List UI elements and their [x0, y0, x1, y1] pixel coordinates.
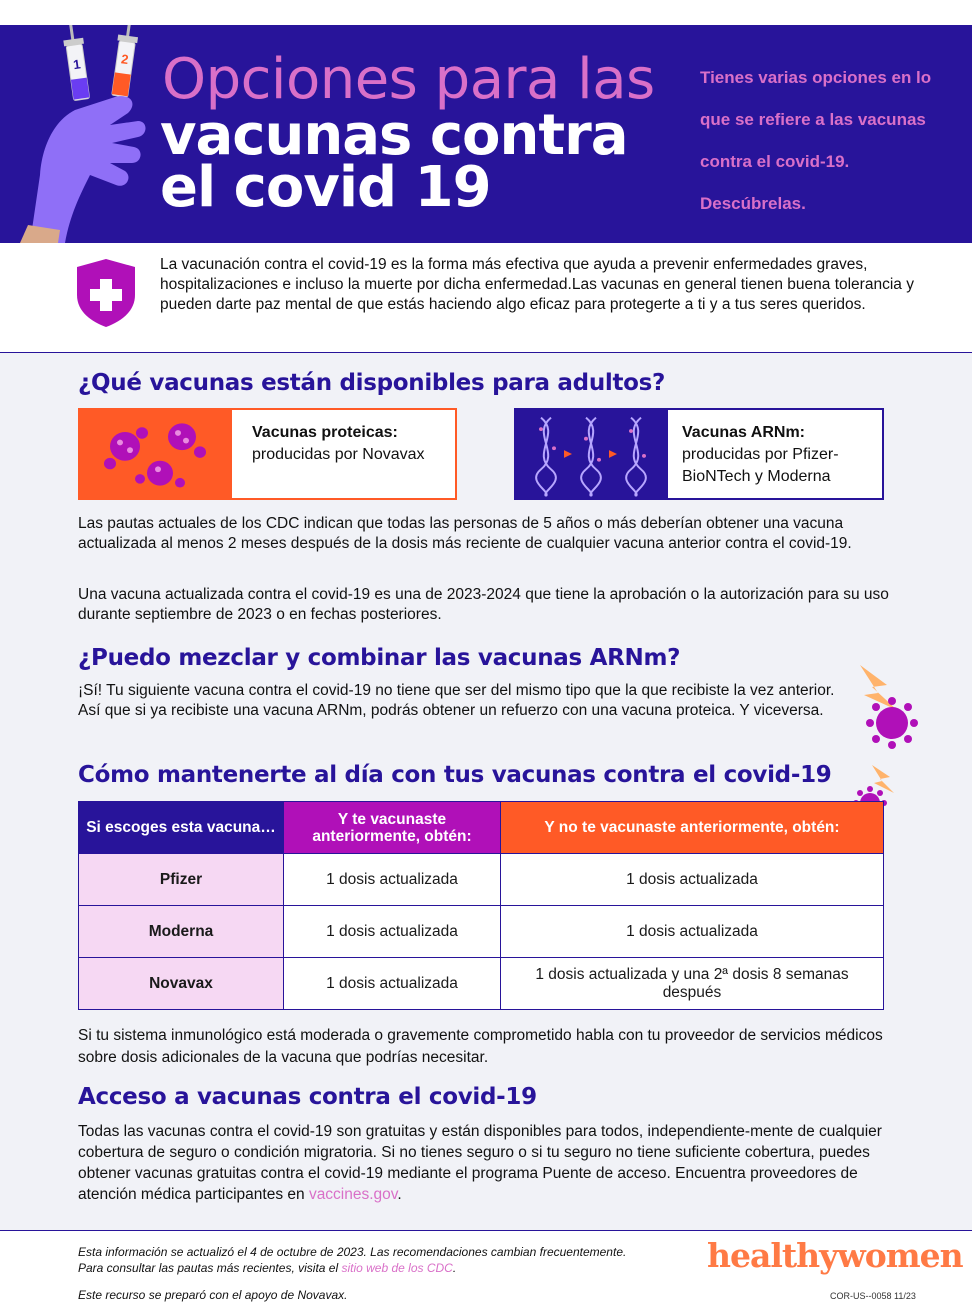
access-end: .	[397, 1186, 402, 1203]
syringe-label-1: 1	[72, 56, 82, 73]
prev-dose-cell: 1 dosis actualizada	[284, 906, 501, 958]
vaccines-gov-link[interactable]: vaccines.gov	[308, 1186, 398, 1203]
vaccine-brand-cell: Moderna	[79, 906, 284, 958]
healthywomen-logo: healthywomen	[707, 1236, 963, 1275]
prev-dose-cell: 1 dosis actualizada	[284, 958, 501, 1010]
column-header-vaccine: Si escoges esta vacuna…	[79, 802, 284, 854]
column-header-not-vaccinated: Y no te vacunaste anteriormente, obtén:	[501, 802, 884, 854]
mrna-vaccine-card	[514, 408, 884, 500]
protein-vaccine-title: Vacunas proteicas:	[252, 424, 398, 441]
vaccine-schedule-table	[78, 801, 884, 1010]
intro-section	[0, 243, 972, 353]
heading-available-vaccines: ¿Qué vacunas están disponibles para adultos?	[78, 370, 666, 396]
mrna-vaccine-title: Vacunas ARNm:	[682, 424, 805, 441]
title-line-1: Opciones para las	[162, 47, 655, 112]
mrna-strand-icon	[516, 410, 668, 498]
none-dose-cell: 1 dosis actualizada	[501, 854, 884, 906]
heading-stay-up-to-date: Cómo mantenerte al día con tus vacunas contra el covid-19	[78, 762, 832, 788]
column-header-previously-vaccinated: Y te vacunaste anteriormente, obtén:	[284, 802, 501, 854]
footer	[0, 1230, 972, 1306]
table-row	[79, 906, 884, 958]
protein-vaccine-desc: producidas por Novavax	[252, 446, 425, 463]
title-line-2: vacunas contra	[160, 103, 628, 168]
protein-vaccine-card	[78, 408, 457, 500]
header-subtitle: Tienes varias opciones en lo que se refiere a las vacunas contra el covid-19. Descúbrelas.	[700, 68, 932, 213]
intro-text: La vacunación contra el covid-19 es la forma más efectiva que ayuda a prevenir enfermedades graves, hospitalizaciones e incluso la muerte por dicha enfermedad.Las vacunas en general tienen buena tolerancia y pueden darte paz mental de que estás haciendo algo eficaz para protegerte a ti y a tus seres queridos.	[160, 256, 914, 313]
prev-dose-cell: 1 dosis actualizada	[284, 854, 501, 906]
heading-access: Acceso a vacunas contra el covid-19	[78, 1084, 537, 1110]
gloved-hand-syringes-icon	[20, 25, 160, 243]
mix-match-text: ¡Sí! Tu siguiente vacuna contra el covid-19 no tiene que ser del mismo tipo que la que recibiste la vez anterior. Así que si ya recibiste una vacuna ARNm, podrás obtener un refuerzo con una vacuna proteica. Y viceversa.	[78, 682, 835, 719]
immunocompromised-text: Si tu sistema inmunológico está moderada o gravemente comprometido habla con tu proveedor de servicios médicos sobre dosis adicionales de la vacuna que podrías necesitar.	[78, 1027, 883, 1066]
none-dose-cell: 1 dosis actualizada y una 2ª dosis 8 semanas después	[501, 958, 884, 1010]
footer-update-note	[78, 1244, 638, 1276]
access-body: Todas las vacunas contra el covid-19 son gratuitas y están disponibles para todos, independiente-mente de cualquier cobertura de seguro o condición migratoria. Si no tienes seguro o si tu seguro no tiene suficiente cobertura, puedes obtener vacunas gratuitas contra el covid-19 mediante el programa Puente de acceso. Encuentra proveedores de atención médica participantes en	[78, 1123, 882, 1203]
table-row	[79, 958, 884, 1010]
footer-support-note: Este recurso se preparó con el apoyo de Novavax.	[78, 1288, 348, 1302]
syringe-label-2: 2	[120, 51, 130, 68]
shield-plus-icon	[75, 257, 137, 329]
header-banner	[0, 25, 972, 243]
vaccine-brand-cell: Pfizer	[79, 854, 284, 906]
main-content	[0, 353, 972, 1230]
access-text	[78, 1121, 918, 1205]
document-code: COR-US--0058 11/23	[830, 1291, 916, 1301]
cdc-guidance-text: Las pautas actuales de los CDC indican que todas las personas de 5 años o más deberían obtener una vacuna actualizada al menos 2 meses después de la dosis más reciente de cualquier vacuna anterior contra el covid-19.	[78, 515, 852, 552]
vaccine-brand-cell: Novavax	[79, 958, 284, 1010]
mrna-vaccine-desc: producidas por Pfizer-BioNTech y Moderna	[682, 446, 839, 485]
protein-virus-icon	[80, 410, 232, 498]
footer-note-text: Esta información se actualizó el 4 de octubre de 2023. Las recomendaciones cambian frecuentemente. Para consultar las pautas más recientes, visita el	[78, 1245, 627, 1275]
mrna-vaccine-text	[682, 422, 882, 488]
protein-vaccine-text	[252, 422, 452, 466]
title-line-3: el covid 19	[160, 155, 491, 220]
footer-note-end: .	[452, 1261, 457, 1275]
table-row	[79, 854, 884, 906]
heading-mix-match: ¿Puedo mezclar y combinar las vacunas ARNm?	[78, 645, 681, 671]
cdc-website-link[interactable]: sitio web de los CDC	[341, 1261, 453, 1275]
updated-vaccine-text: Una vacuna actualizada contra el covid-19 es una de 2023-2024 que tiene la aprobación o la autorización para su uso durante septiembre de 2023 o en fechas posteriores.	[78, 586, 889, 623]
virus-lightning-icon	[842, 665, 932, 815]
none-dose-cell: 1 dosis actualizada	[501, 906, 884, 958]
